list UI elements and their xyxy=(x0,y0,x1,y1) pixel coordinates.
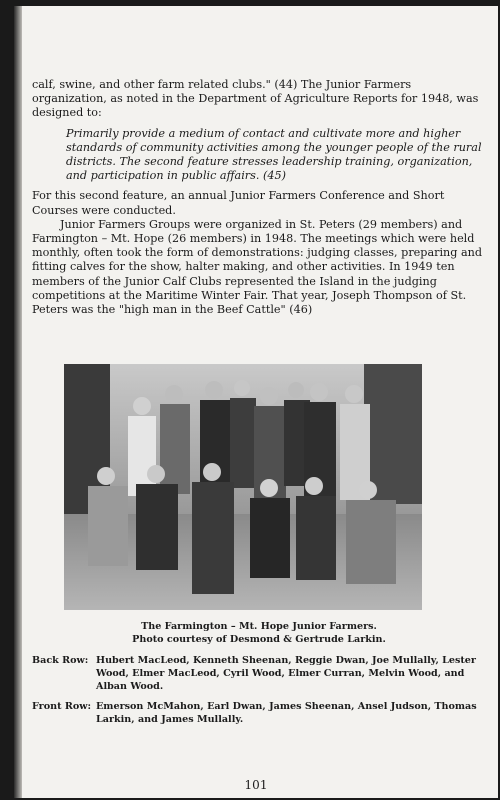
group-photo-image xyxy=(64,364,422,610)
group-photo xyxy=(64,364,422,610)
front-row-names: Emerson McMahon, Earl Dwan, James Sheenan, Ansel Judson, Thomas Larkin, and James Mullally. xyxy=(96,701,477,725)
book-spine-shadow xyxy=(14,6,22,798)
back-row-names: Hubert MacLeod, Kenneth Sheenan, Reggie Dwan, Joe Mullally, Lester Wood, Elmer MacLeod, Cyril Wood, Elmer Curran, Melvin Wood, and Alban Wood. xyxy=(96,655,476,692)
back-row-label: Back Row: xyxy=(32,655,89,666)
book-page xyxy=(14,6,498,798)
photo-caption xyxy=(34,620,484,646)
page-number: 101 xyxy=(244,778,268,792)
paragraph-1: calf, swine, and other farm related clubs." (44) The Junior Farmers organization, as noted in the Department of Agriculture Reports for 1948, was designed to: xyxy=(32,78,479,120)
body-text xyxy=(32,78,486,317)
paragraph-2: For this second feature, an annual Junior Farmers Conference and Short Courses were conducted. xyxy=(32,189,445,217)
front-row-label: Front Row: xyxy=(32,701,92,712)
caption-line-2: Photo courtesy of Desmond & Gertrude Larkin. xyxy=(132,634,386,645)
caption-line-1: The Farmington – Mt. Hope Junior Farmers. xyxy=(141,621,377,632)
back-row-roster xyxy=(32,654,488,693)
block-quote: Primarily provide a medium of contact and cultivate more and higher standards of community activities among the younger people of the rural districts. The second feature stresses leadership training, organization, and participation in public affairs. (45) xyxy=(66,126,482,183)
paragraph-3: Junior Farmers Groups were organized in St. Peters (29 members) and Farmington – Mt. Hope (26 members) in 1948. The meetings which were held monthly, often took the form of demonstrations: judging classes, preparing and fitting calves for the show, halter making, and other activities. In 1949 ten members of the Junior Calf Clubs represented the Island in the judging competitions at the Maritime Winter Fair. That year, Joseph Thompson of St. Peters was the "high man in the Beef Cattle" (46) xyxy=(32,217,483,317)
front-row-roster xyxy=(32,700,488,726)
